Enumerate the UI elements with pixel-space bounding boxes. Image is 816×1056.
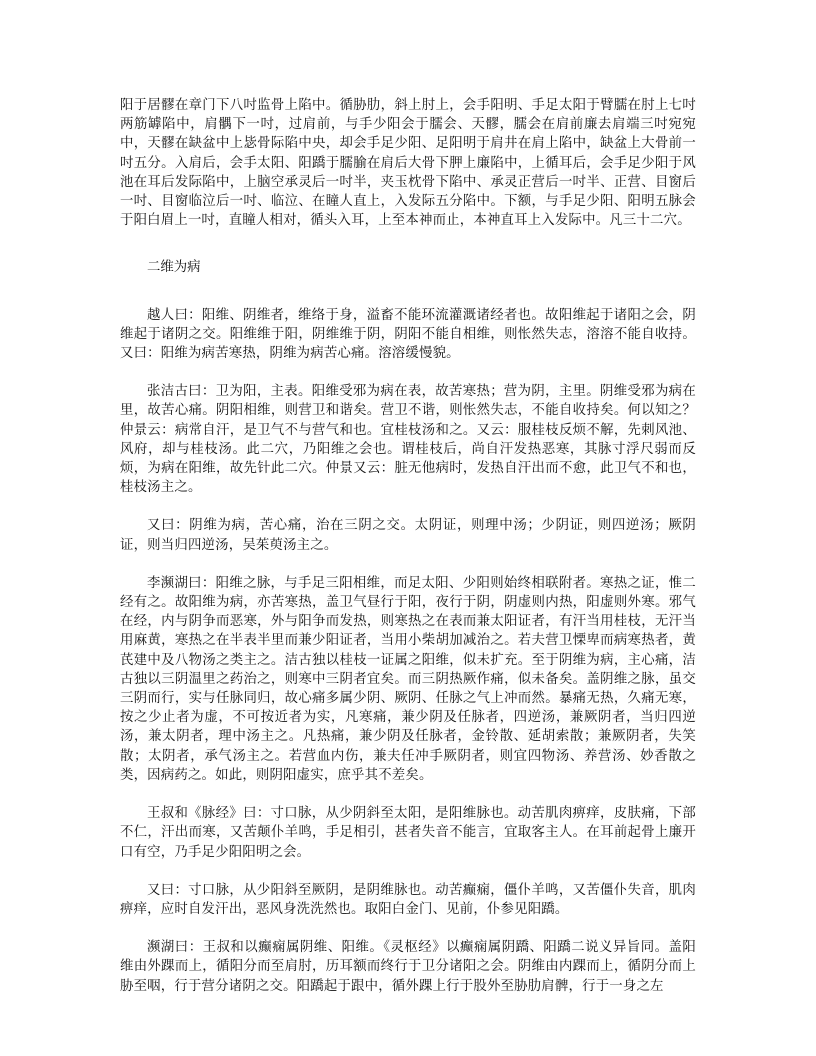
paragraph-youyue-yinwei: 又曰：阴维为病，苦心痛，治在三阴之交。太阴证，则理中汤；少阴证，则四逆汤；厥阴证，则当归四逆汤，吴茱萸汤主之。	[120, 518, 696, 553]
paragraph-yangwei-points: 阳于居髎在章门下八吋监骨上陷中。循胁肋，斜上肘上，会手阳明、手足太阳于臂臑在肘上七吋两筋罅陷中，肩髃下一吋，过肩前，与手少阳会于臑会、天髎，臑会在肩前廉去肩端三吋宛宛中，天髎在缺盆中上毖骨际陷中央，却会手足少阳、足阳明于肩井在肩上陷中，缺盆上大骨前一吋五分。入肩后，会手太阳、阳蹻于臑腧在肩后大骨下胛上廉陷中，上循耳后，会手足少阳于风池在耳后发际陷中，上脑空承灵后一吋半，夹玉枕骨下陷中、承灵正营后一吋半、正营、目窗后一吋、目窗临泣后一吋、临泣、在瞳人直上，入发际五分陷中。下额，与手足少阳、阳明五脉会于阳白眉上一吋，直瞳人相对，循头入耳，上至本神而止，本神直耳上入发际中。凡三十二穴。	[120, 98, 696, 229]
section-heading: 二维为病	[147, 260, 201, 276]
paragraph-yueren: 越人曰：阳维、阴维者，维络于身，溢畜不能环流灌溉诸经者也。故阳维起于诸阳之会，阴维起于诸阴之交。阳维维于阳，阴维维于阴，阴阳不能自相维，则怅然失志，溶溶不能自收持。又曰：阳维为病苦寒热，阴维为病苦心痛。溶溶缓慢貌。	[120, 307, 696, 362]
paragraph-wang-shuhe: 王叔和《脉经》曰：寸口脉，从少阴斜至太阳，是阳维脉也。动苦肌肉痹痒，皮肤痛，下部不仁，汗出而寒，又苦颠仆羊鸣，手足相引，甚者失音不能言，宜取客主人。在耳前起骨上廉开口有空，乃手足少阳阳明之会。	[120, 806, 696, 860]
document-page	[120, 96, 696, 996]
paragraph-zhang-jiegu: 张洁古曰：卫为阳，主表。阳维受邪为病在表，故苦寒热；营为阴，主里。阴维受邪为病在里，故苦心痛。阴阳相维，则营卫和谐矣。营卫不谐，则怅然失志，不能自收持矣。何以知之？仲景云：病常自汗，是卫气不与营气和也。宜桂枝汤和之。又云：服桂枝反烦不解，先刺风池、风府，却与桂枝汤。此二穴，乃阳维之会也。谓桂枝后，尚自汗发热恶寒，其脉寸浮尺弱而反烦，为病在阳维，故先针此二穴。仲景又云：脏无他病时，发热自汗出而不愈，此卫气不和也，桂枝汤主之。	[120, 384, 696, 496]
paragraph-li-binhu: 李濒湖曰：阳维之脉，与手足三阳相维，而足太阳、少阳则始终相联附者。寒热之证，惟二经有之。故阳维为病，亦苦寒热，盖卫气昼行于阳，夜行于阴，阴虚则内热，阳虚则外寒。邪气在经，内与阴争而恶寒，外与阳争而发热，则寒热之在表而兼太阳证者，有汗当用桂枝，无汗当用麻黄，寒热之在半表半里而兼少阳证者，当用小柴胡加减治之。若夫营卫慄卑而病寒热者，黄芪建中及八物汤之类主之。洁古独以桂枝一证属之阳维，似未扩充。至于阴维为病，主心痛，洁古独以三阴温里之药治之，则寒中三阴者宜矣。而三阴热厥作痛，似未备矣。盖阴维之脉，虽交三阴而行，实与任脉同归，故心痛多属少阴、厥阴、任脉之气上冲而然。暴痛无热，久痛无寒，按之少止者为虚，不可按近者为实，凡寒痛，兼少阴及任脉者，四逆汤，兼厥阴者，当归四逆汤，兼太阴者，理中汤主之。凡热痛，兼少阴及任脉者，金铃散、延胡索散；兼厥阴者，失笑散；太阴者，承气汤主之。若营血内伤，兼夫任冲手厥阴者，则宜四物汤、养营汤、妙香散之类，因病药之。如此，则阴阳虚实，庶乎其不差矣。	[120, 575, 696, 783]
paragraph-binhu-dianxian: 濒湖曰：王叔和以癫痫属阴维、阳维。《灵枢经》以癫痫属阴蹻、阳蹻二说义异旨同。盖阳维由外踝而上，循阳分而至肩肘，历耳额而终行于卫分诸阳之会。阴维由内踝而上，循阴分而上胁至咽，行于营分诸阴之交。阳蹻起于跟中，循外踝上行于股外至胁肋肩髀，行于一身之左	[120, 940, 696, 994]
paragraph-youyue-cunkou: 又曰：寸口脉，从少阳斜至厥阴，是阴维脉也。动苦癫痫，僵仆羊鸣，又苦僵仆失音，肌肉痹痒，应时自发汗出，恶风身洗洗然也。取阳白金门、见前，仆参见阳蹻。	[120, 882, 696, 917]
